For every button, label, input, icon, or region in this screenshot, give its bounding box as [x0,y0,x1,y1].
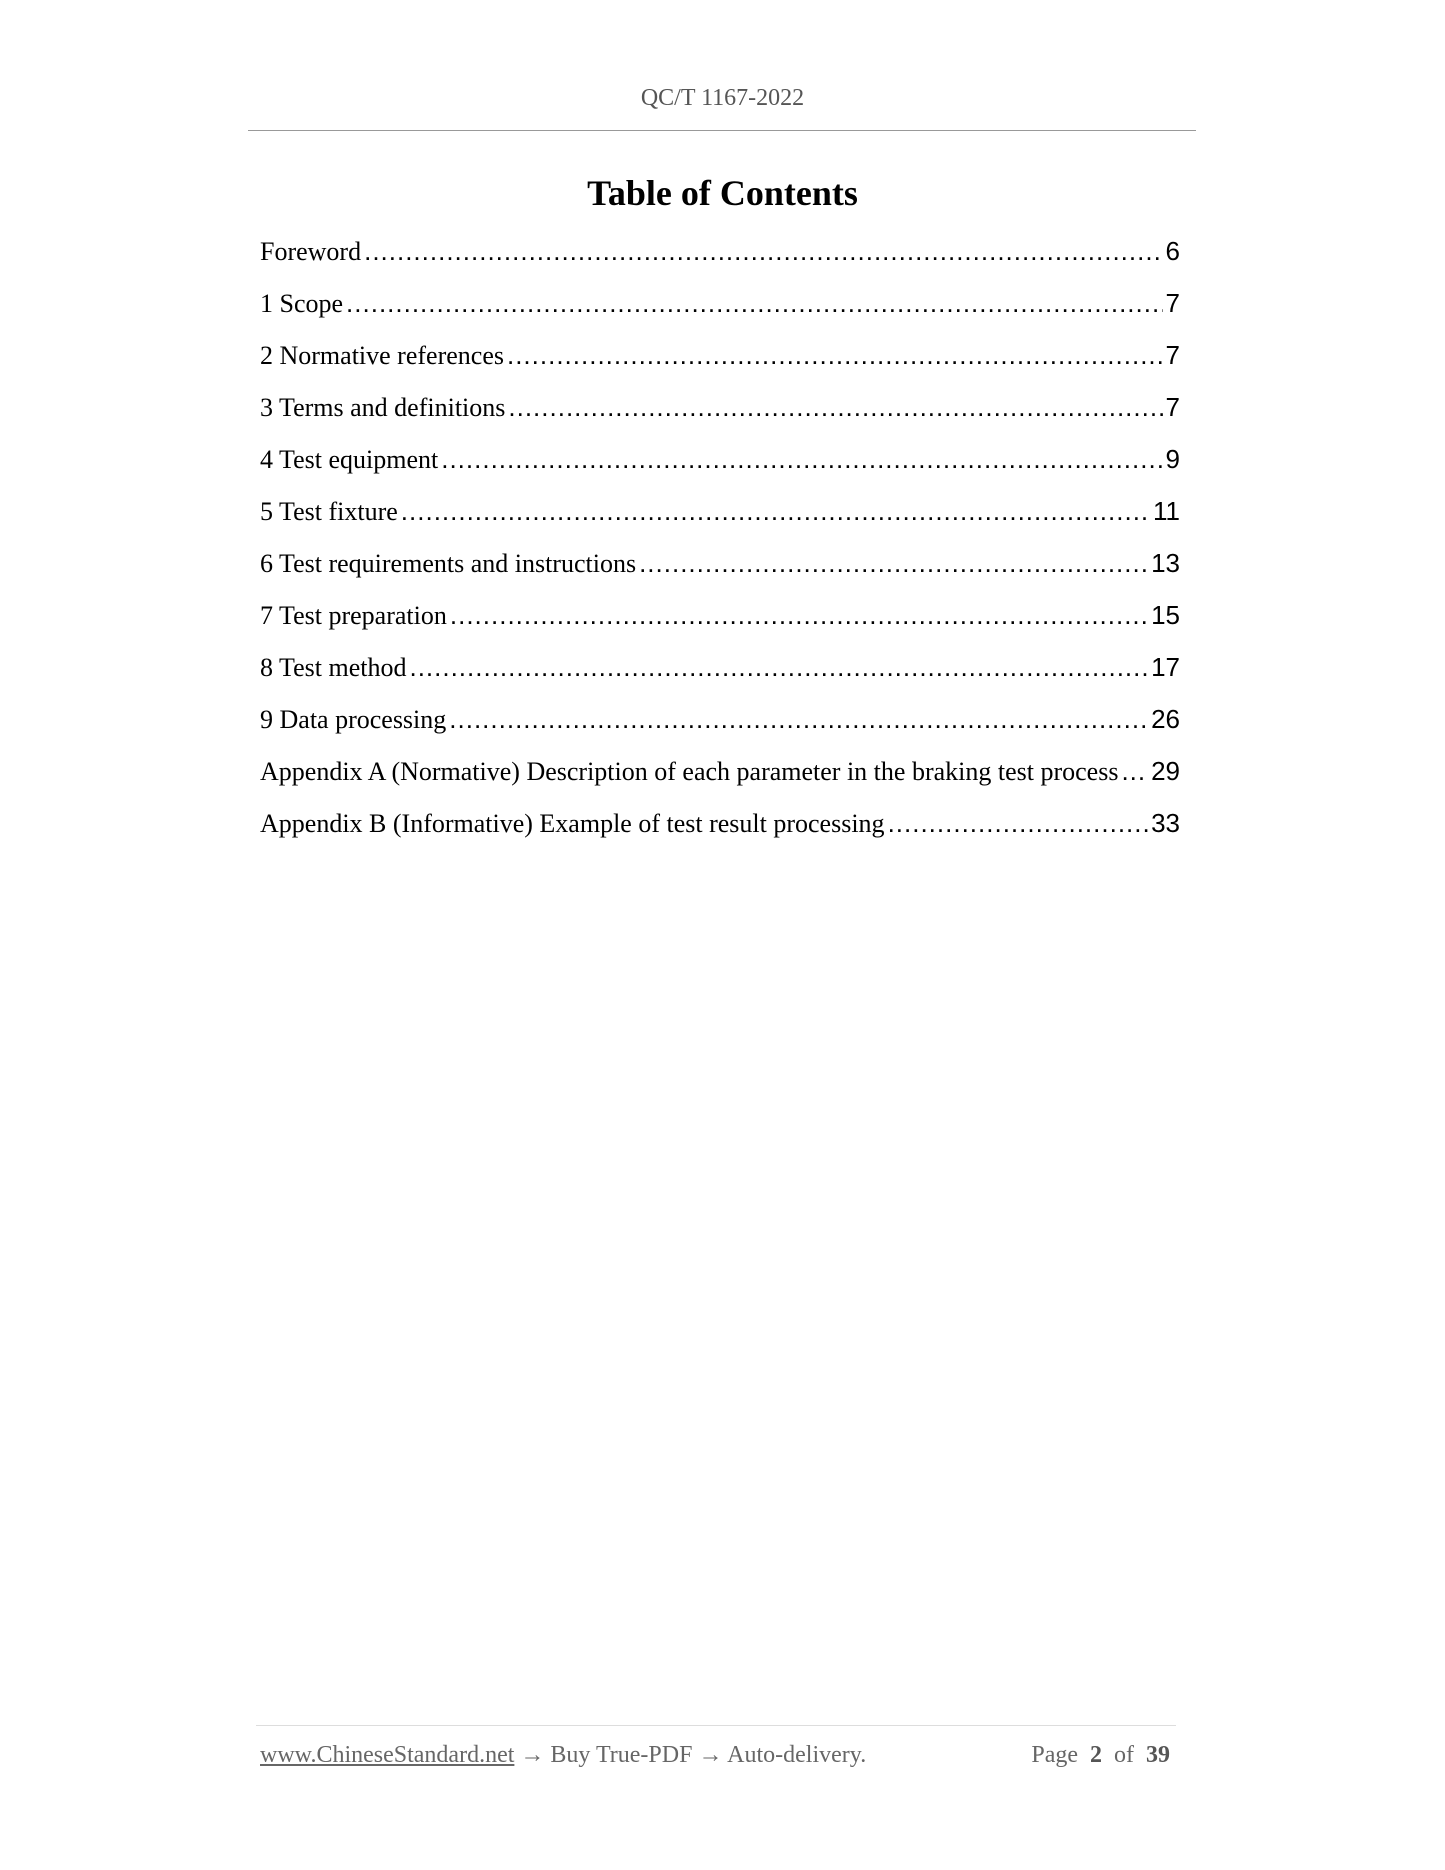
toc-dot-leader [449,704,1148,735]
toc-entry-label: Appendix A (Normative) Description of each parameter in the braking test process [260,757,1119,786]
arrow-right-icon: → [698,1742,723,1768]
toc-dot-leader [409,652,1148,683]
of-word: of [1114,1742,1134,1768]
page-word: Page [1031,1742,1078,1768]
toc-entry-page: 7 [1165,288,1180,318]
toc-entry-label: 3 Terms and definitions [260,393,506,422]
toc-dot-leader [450,600,1148,631]
toc-dot-leader [441,444,1162,475]
toc-entry-page: 13 [1151,548,1180,578]
toc-entry-test-preparation[interactable] [260,600,1180,652]
toc-entry-label: 9 Data processing [260,705,447,734]
toc-entry-label: 7 Test preparation [260,601,447,630]
toc-dot-leader [346,288,1162,319]
toc-entry-page: 7 [1165,340,1180,370]
toc-entry-page: 29 [1151,756,1180,786]
auto-delivery-text: Auto-delivery. [727,1742,867,1768]
page-number [1031,1742,1170,1769]
toc-entry-foreword[interactable] [260,236,1180,288]
toc-entry-terms-and-definitions[interactable] [260,392,1180,444]
arrow-right-icon: → [520,1742,545,1768]
toc-entry-normative-references[interactable] [260,340,1180,392]
toc-entry-page: 7 [1165,392,1180,422]
toc-dot-leader [507,340,1163,371]
toc-title: Table of Contents [587,173,858,213]
toc-entry-page: 15 [1151,600,1180,630]
buy-pdf-text: Buy True-PDF [550,1742,693,1768]
toc-entry-page: 9 [1165,444,1180,474]
header-divider [248,130,1196,131]
toc-entry-label: 2 Normative references [260,341,504,370]
toc-dot-leader [508,392,1162,423]
toc-entry-data-processing[interactable] [260,704,1180,756]
page-total: 39 [1146,1742,1170,1768]
toc-entry-scope[interactable] [260,288,1180,340]
toc-list [260,236,1180,860]
toc-entry-page: 17 [1151,652,1180,682]
document-id-header: QC/T 1167-2022 [640,85,805,111]
toc-entry-label: 8 Test method [260,653,407,682]
toc-dot-leader [364,236,1162,267]
toc-entry-test-equipment[interactable] [260,444,1180,496]
toc-entry-label: Appendix B (Informative) Example of test result processing [260,809,885,838]
toc-entry-appendix-a[interactable] [260,756,1180,808]
toc-entry-page: 33 [1151,808,1180,838]
toc-entry-label: 6 Test requirements and instructions [260,549,637,578]
toc-entry-test-fixture[interactable] [260,496,1180,548]
footer-divider [256,1725,1176,1726]
toc-dot-leader [401,496,1150,527]
toc-entry-label: 4 Test equipment [260,445,439,474]
toc-entry-page: 26 [1151,704,1180,734]
toc-entry-test-requirements[interactable] [260,548,1180,600]
toc-dot-leader [1121,756,1148,787]
toc-entry-page: 6 [1165,236,1180,266]
toc-entry-label: Foreword [260,237,362,266]
toc-dot-leader [888,808,1149,839]
toc-dot-leader [639,548,1148,579]
site-link[interactable]: www.ChineseStandard.net [260,1742,515,1768]
toc-entry-page: 11 [1153,496,1180,526]
toc-entry-test-method[interactable] [260,652,1180,704]
page-current: 2 [1090,1742,1102,1768]
toc-entry-label: 5 Test fixture [260,497,398,526]
footer-purchase-line [260,1742,866,1769]
toc-entry-label: 1 Scope [260,289,344,318]
toc-entry-appendix-b[interactable] [260,808,1180,860]
